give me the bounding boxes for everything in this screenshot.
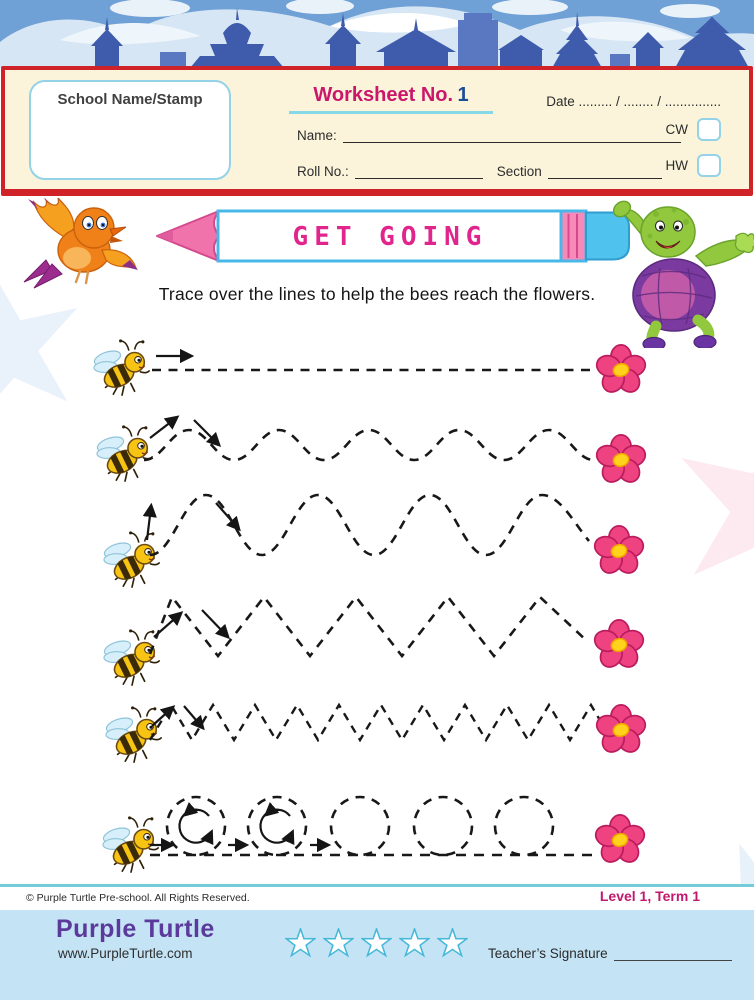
loop-direction-arrows — [150, 810, 327, 845]
direction-arrow — [184, 706, 202, 727]
pencil-ferrule — [561, 211, 586, 261]
bee-icon — [103, 531, 160, 587]
star-icon — [361, 928, 392, 959]
star-icon — [437, 928, 468, 959]
hw-checkbox[interactable] — [697, 154, 721, 177]
trace-row-zigzag[interactable] — [103, 597, 646, 685]
bird-head — [74, 208, 114, 248]
footer-bar — [0, 910, 754, 1000]
skyline-banner — [0, 0, 754, 68]
hw-label: HW — [665, 158, 688, 173]
activity-instruction: Trace over the lines to help the bees reach the flowers. — [158, 284, 596, 304]
cw-label: CW — [665, 122, 688, 137]
bird-feet — [76, 271, 88, 283]
star-icon — [285, 928, 316, 959]
bird-wing-up — [28, 198, 74, 238]
level-badge: Level 1, Term 1 — [599, 888, 700, 904]
flower-icon — [592, 620, 646, 671]
copyright-text: © Purple Turtle Pre-school. All Rights Reserved. — [26, 892, 250, 904]
dashed-path[interactable] — [144, 430, 594, 460]
flower-icon — [593, 815, 647, 866]
bird-character — [22, 198, 140, 290]
brand-logo: Purple Turtle — [56, 915, 215, 943]
cw-group — [666, 118, 722, 141]
pencil-banner — [147, 207, 632, 265]
name-label: Name: — [297, 128, 337, 143]
bee-icon — [93, 339, 150, 395]
tracing-area — [0, 325, 754, 883]
roll-row — [297, 164, 662, 179]
dashed-path[interactable] — [150, 597, 588, 656]
roll-label: Roll No.: — [297, 164, 349, 179]
bee-icon — [103, 629, 160, 685]
roll-input-line[interactable] — [355, 165, 483, 179]
bird-wing-near — [102, 250, 138, 270]
direction-arrow — [202, 610, 227, 636]
footer-meta — [0, 887, 754, 910]
bird-tail — [24, 260, 62, 288]
bird-beak — [110, 227, 126, 243]
trace-row-loops[interactable] — [102, 797, 647, 872]
turtle-arm-right — [696, 233, 754, 266]
dashed-loops[interactable] — [167, 797, 553, 855]
flower-icon — [592, 526, 646, 577]
worksheet-title-label: Worksheet No. — [313, 84, 454, 106]
flower-icon — [594, 345, 648, 396]
bee-icon — [96, 425, 153, 481]
trace-row-deep-wave[interactable] — [103, 495, 646, 587]
star-icon — [323, 928, 354, 959]
section-label: Section — [496, 164, 542, 179]
signature-label: Teacher’s Signature — [488, 946, 608, 961]
school-stamp-label: School Name/Stamp — [57, 91, 203, 108]
bee-icon — [102, 816, 159, 872]
rating-stars — [285, 928, 468, 959]
trace-row-straight[interactable] — [93, 339, 648, 396]
title-underline — [289, 111, 493, 114]
direction-arrow — [152, 708, 172, 726]
trace-row-small-zigzag[interactable] — [105, 705, 648, 762]
star-icon — [399, 928, 430, 959]
direction-arrow — [194, 420, 218, 444]
flower-icon — [594, 435, 648, 486]
signature-line[interactable] — [614, 947, 732, 961]
turtle-head — [641, 207, 695, 257]
direction-arrow — [150, 418, 176, 438]
dashed-path[interactable] — [150, 705, 601, 740]
name-input-line[interactable] — [343, 129, 681, 143]
school-stamp-box[interactable] — [29, 80, 231, 180]
cw-checkbox[interactable] — [697, 118, 721, 141]
name-row — [297, 128, 681, 143]
worksheet-title — [285, 84, 497, 114]
hw-group — [666, 154, 722, 177]
section-input-line[interactable] — [548, 165, 662, 179]
activity-title: GET GOING — [292, 222, 488, 252]
turtle-character — [612, 196, 754, 348]
trace-row-gentle-wave[interactable] — [96, 418, 648, 486]
date-field[interactable]: Date ......... / ........ / ............... — [546, 94, 721, 109]
flower-icon — [594, 705, 648, 756]
teacher-signature-row — [488, 946, 732, 961]
worksheet-number: 1 — [457, 84, 469, 106]
website-link[interactable]: www.PurpleTurtle.com — [58, 946, 193, 961]
worksheet-header — [1, 66, 753, 196]
